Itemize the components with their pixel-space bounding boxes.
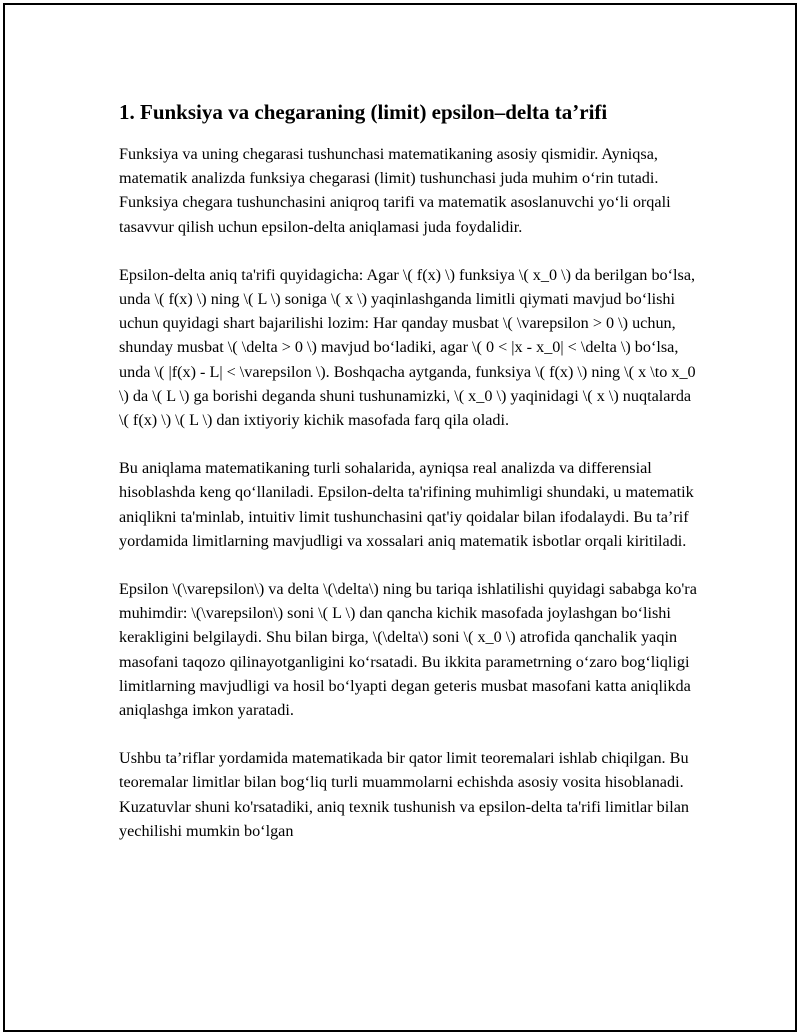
paragraph-intro: Funksiya va uning chegarasi tushunchasi matematikaning asosiy qismidir. Ayniqsa, matematik analizda funksiya chegarasi (limit) tushunchasi juda muhim o‘rin tutadi. Funksiya chegara tushunchasini aniqroq tarifi va matematik asoslanuvchi yo‘li orqali tasavvur qilish uchun epsilon-delta aniqlamasi juda foydalidir. (119, 145, 671, 236)
page-frame (3, 3, 797, 1032)
document-body (119, 97, 699, 867)
section-heading: 1. Funksiya va chegaraning (limit) epsilon–delta ta’rifi (119, 100, 608, 124)
paragraph-epsilon-delta: Epsilon \(\varepsilon\) va delta \(\delta\) ning bu tariqa ishlatilishi quyidagi sababga ko'ra muhimdir: \(\varepsilon\) soni \( L \) dan qancha kichik masofada joylashgan bo‘lishi kerakligini belgilaydi. Shu bilan birga, \(\delta\) soni \( x_0 \) atrofida qanchalik yaqin masofani taqozo qilinayotganligini ko‘rsatadi. Bu ikkita parametrning o‘zaro bog‘liqligi limitlarning mavjudligi va hosil bo‘lyapti degan geteris musbat masofani katta aniqlikda aniqlashga imkon yaratadi. (119, 580, 697, 720)
paragraph-importance: Bu aniqlama matematikaning turli sohalarida, ayniqsa real analizda va differensial hisoblashda keng qo‘llaniladi. Epsilon-delta ta'rifining muhimligi shundaki, u matematik aniqlikni ta'minlab, intuitiv limit tushunchasini qat'iy qoidalar bilan ifodalaydi. Bu ta’rif yordamida limitlarning mavjudligi va xossalari aniq matematik isbotlar orqali kiritiladi. (119, 459, 694, 550)
paragraph-definition: Epsilon-delta aniq ta'rifi quyidagicha: Agar \( f(x) \) funksiya \( x_0 \) da berilgan bo‘lsa, unda \( f(x) \) ning \( L \) soniga \( x \) yaqinlashganda limitli qiymati mavjud bo‘lishi uchun quyidagi shart bajarilishi lozim: Har qanday musbat \( \varepsilon > 0 \) uchun, shunday musbat \( \delta > 0 \) mavjud bo‘ladiki, agar \( 0 < |x - x_0| < \delta \) bo‘lsa, unda \( |f(x) - L| < \varepsilon \). Boshqacha aytganda, funksiya \( f(x) \) ning \( x \to x_0 \) da \( L \) ga borishi deganda shuni tushunamizki, \( x_0 \) yaqinidagi \( x \) nuqtalarda \( f(x) \) \( L \) dan ixtiyoriy kichik masofada farq qila oladi. (119, 265, 696, 430)
paragraph-theorems: Ushbu ta’riflar yordamida matematikada bir qator limit teoremalari ishlab chiqilgan. Bu teoremalar limitlar bilan bog‘liq turli muammolarni echishda asosiy vosita hisoblanadi. Kuzatuvlar shuni ko'rsatadiki, aniq texnik tushunish va epsilon-delta ta'rifi limitlar bilan yechilishi mumkin bo‘lgan (119, 749, 690, 840)
